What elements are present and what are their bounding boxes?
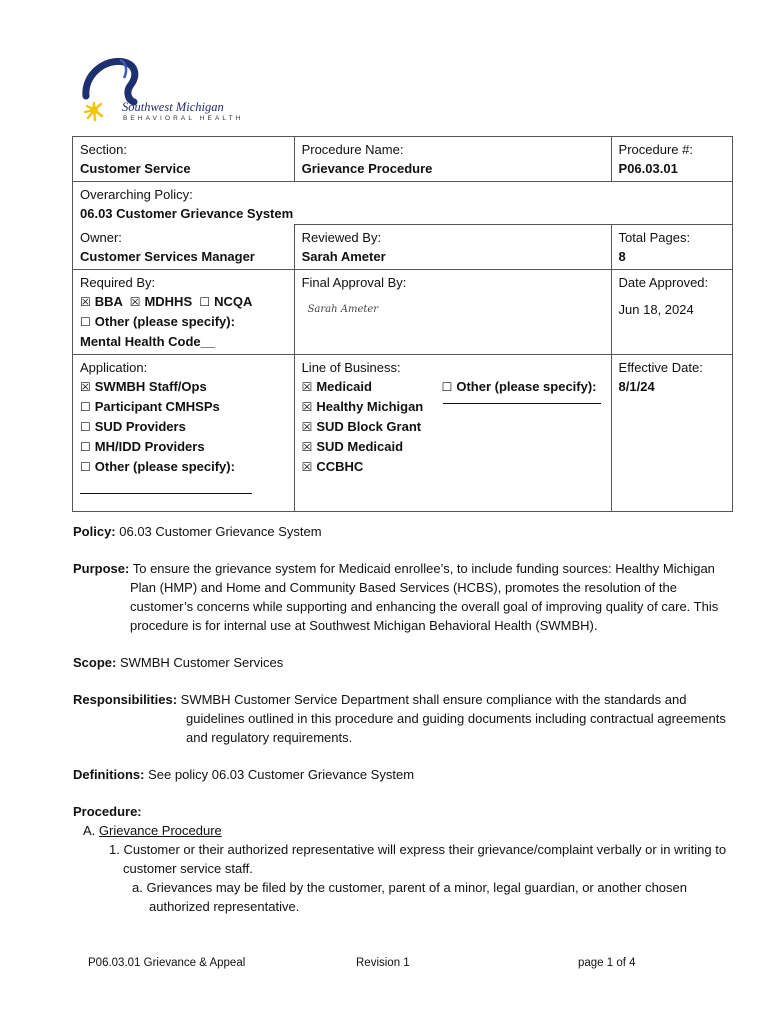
reviewed-cell bbox=[294, 225, 611, 270]
overarching-label: Overarching Policy: bbox=[80, 187, 193, 202]
effective-date-label: Effective Date: bbox=[618, 360, 703, 375]
reviewed-value: Sarah Ameter bbox=[301, 249, 386, 264]
lob-medicaid-label: Medicaid bbox=[316, 379, 372, 394]
app-mhidd-checkbox[interactable]: ☐ bbox=[80, 440, 91, 454]
lob-medicaid-checkbox[interactable]: ☒ bbox=[301, 380, 313, 394]
procedure-item-1 bbox=[109, 840, 733, 878]
lob-other-checkbox[interactable]: ☐ bbox=[441, 380, 453, 394]
policy-paragraph bbox=[73, 522, 733, 541]
procedure-item-1a bbox=[132, 878, 733, 916]
final-approval-cell bbox=[294, 270, 611, 355]
app-swmbh-label: SWMBH Staff/Ops bbox=[94, 379, 207, 394]
final-approval-label: Final Approval By: bbox=[301, 275, 407, 290]
line-of-business-cell bbox=[294, 355, 611, 512]
line-of-business-label: Line of Business: bbox=[301, 360, 401, 375]
app-cmhsp-checkbox[interactable]: ☐ bbox=[80, 400, 91, 414]
procedure-name-cell bbox=[294, 137, 611, 182]
section-cell bbox=[73, 137, 295, 182]
item-1a-text: Grievances may be filed by the customer, parent of a minor, legal guardian, or another chosen authorized representative. bbox=[146, 880, 687, 914]
section-value: Customer Service bbox=[80, 161, 191, 176]
date-approved-value: Jun 18, 2024 bbox=[618, 302, 694, 317]
definitions-text: See policy 06.03 Customer Grievance System bbox=[148, 767, 415, 782]
effective-date-cell bbox=[611, 355, 732, 512]
lob-item bbox=[302, 397, 442, 417]
procedure-name-value: Grievance Procedure bbox=[301, 161, 433, 176]
total-pages-value: 8 bbox=[618, 249, 626, 264]
approval-signature: Sarah Ameter bbox=[307, 304, 379, 315]
policy-label: Policy: bbox=[73, 524, 116, 539]
header-row-1 bbox=[73, 137, 733, 182]
document-body bbox=[73, 522, 733, 916]
header-row-4 bbox=[73, 270, 733, 355]
lob-sudmed-checkbox[interactable]: ☒ bbox=[301, 440, 313, 454]
ncqa-checkbox[interactable]: ☐ bbox=[199, 295, 211, 309]
app-swmbh-checkbox[interactable]: ☒ bbox=[80, 380, 91, 394]
footer-page-number: page 1 of 4 bbox=[578, 957, 636, 969]
lob-sudbg-label: SUD Block Grant bbox=[316, 419, 422, 434]
owner-cell bbox=[73, 225, 295, 270]
required-by-label: Required By: bbox=[80, 275, 156, 290]
application-cell bbox=[73, 355, 295, 512]
required-by-options bbox=[80, 292, 288, 312]
definitions-label: Definitions: bbox=[73, 767, 145, 782]
date-approved-cell bbox=[611, 270, 732, 355]
purpose-label: Purpose: bbox=[73, 561, 130, 576]
total-pages-cell bbox=[611, 225, 732, 270]
mdhhs-label: MDHHS bbox=[144, 294, 193, 309]
app-sud-checkbox[interactable]: ☐ bbox=[80, 420, 91, 434]
app-sud-label: SUD Providers bbox=[94, 419, 186, 434]
item-1a-marker: a. bbox=[132, 880, 143, 895]
lob-item bbox=[302, 417, 442, 437]
scope-text: SWMBH Customer Services bbox=[119, 655, 284, 670]
item-1-text: Customer or their authorized representative will express their grievance/complaint verbally or in writing to customer service staff. bbox=[123, 842, 727, 876]
lob-item bbox=[302, 437, 442, 457]
section-label: Section: bbox=[80, 142, 127, 157]
header-row-3 bbox=[73, 225, 733, 270]
total-pages-label: Total Pages: bbox=[618, 230, 691, 245]
application-label: Application: bbox=[80, 360, 148, 375]
required-other-option bbox=[80, 312, 288, 332]
footer-left: P06.03.01 Grievance & Appeal bbox=[88, 957, 246, 969]
section-a-marker: A. bbox=[83, 823, 96, 838]
lob-item bbox=[302, 377, 442, 397]
scope-paragraph bbox=[73, 653, 733, 672]
lob-ccbhc-label: CCBHC bbox=[316, 459, 364, 474]
procedure-header-table bbox=[72, 136, 733, 512]
required-other-label: Other (please specify): bbox=[94, 314, 235, 329]
overarching-value: 06.03 Customer Grievance System bbox=[80, 206, 294, 221]
footer-revision: Revision 1 bbox=[356, 957, 410, 969]
lob-columns bbox=[302, 377, 605, 477]
app-other-checkbox[interactable]: ☐ bbox=[80, 460, 91, 474]
lob-item bbox=[302, 457, 442, 477]
owner-label: Owner: bbox=[80, 229, 122, 245]
app-other-blank[interactable] bbox=[80, 481, 252, 494]
ncqa-label: NCQA bbox=[214, 294, 253, 309]
lob-list bbox=[302, 377, 442, 477]
lob-other-option bbox=[442, 377, 601, 397]
required-other-checkbox[interactable]: ☐ bbox=[80, 315, 91, 329]
lob-other bbox=[442, 377, 601, 477]
lob-sudbg-checkbox[interactable]: ☒ bbox=[301, 420, 313, 434]
application-item bbox=[80, 397, 288, 417]
policy-text: 06.03 Customer Grievance System bbox=[119, 524, 322, 539]
section-a-heading bbox=[83, 821, 733, 840]
lob-hmp-checkbox[interactable]: ☒ bbox=[301, 400, 313, 414]
scope-label: Scope: bbox=[73, 655, 117, 670]
application-item bbox=[80, 437, 288, 457]
effective-date-value: 8/1/24 bbox=[618, 379, 655, 394]
lob-ccbhc-checkbox[interactable]: ☒ bbox=[301, 460, 313, 474]
reviewed-label: Reviewed By: bbox=[301, 230, 382, 245]
owner-value: Customer Services Manager bbox=[80, 248, 255, 264]
responsibilities-text: SWMBH Customer Service Department shall ensure compliance with the standards and guidelines outlined in this procedure and guiding documents including contractual agreements and regulatory requirements. bbox=[180, 692, 726, 745]
purpose-paragraph bbox=[73, 559, 733, 635]
procedure-number-value: P06.03.01 bbox=[618, 161, 678, 176]
bba-checkbox[interactable]: ☒ bbox=[80, 295, 91, 309]
application-item bbox=[80, 457, 288, 477]
required-other-value: Mental Health Code__ bbox=[80, 334, 216, 349]
procedure-number-cell bbox=[611, 137, 732, 182]
logo-name: Southwest Michigan bbox=[122, 100, 224, 114]
procedure-heading: Procedure: bbox=[73, 804, 142, 819]
required-by-cell bbox=[73, 270, 295, 355]
definitions-paragraph bbox=[73, 765, 733, 784]
date-approved-label: Date Approved: bbox=[618, 275, 709, 290]
application-item bbox=[80, 377, 288, 397]
app-cmhsp-label: Participant CMHSPs bbox=[94, 399, 220, 414]
bba-label: BBA bbox=[94, 294, 123, 309]
section-a-title: Grievance Procedure bbox=[98, 823, 222, 838]
overarching-cell bbox=[73, 182, 733, 225]
procedure-name-label: Procedure Name: bbox=[301, 142, 404, 157]
responsibilities-paragraph bbox=[73, 690, 733, 747]
logo-tagline: BEHAVIORAL HEALTH bbox=[123, 115, 244, 122]
lob-other-label: Other (please specify): bbox=[456, 379, 597, 394]
lob-hmp-label: Healthy Michigan bbox=[316, 399, 424, 414]
purpose-text: To ensure the grievance system for Medicaid enrollee’s, to include funding sources: Healthy Michigan Plan (HMP) and Home and Community Based Services (HCBS), promotes the resolution of the customer’s concerns while supporting and enhancing the overall goal of improving quality of care. This procedure is for internal use at Southwest Michigan Behavioral Health (SWMBH). bbox=[130, 561, 719, 633]
procedure-number-label: Procedure #: bbox=[618, 142, 693, 157]
item-1-marker: 1. bbox=[109, 842, 120, 857]
app-mhidd-label: MH/IDD Providers bbox=[94, 439, 205, 454]
mdhhs-checkbox[interactable]: ☒ bbox=[129, 295, 141, 309]
lob-sudmed-label: SUD Medicaid bbox=[316, 439, 404, 454]
application-item bbox=[80, 417, 288, 437]
header-row-5 bbox=[73, 355, 733, 512]
header-row-2 bbox=[73, 182, 733, 225]
app-other-label: Other (please specify): bbox=[94, 459, 235, 474]
responsibilities-label: Responsibilities: bbox=[73, 692, 178, 707]
lob-other-blank[interactable] bbox=[443, 397, 601, 404]
